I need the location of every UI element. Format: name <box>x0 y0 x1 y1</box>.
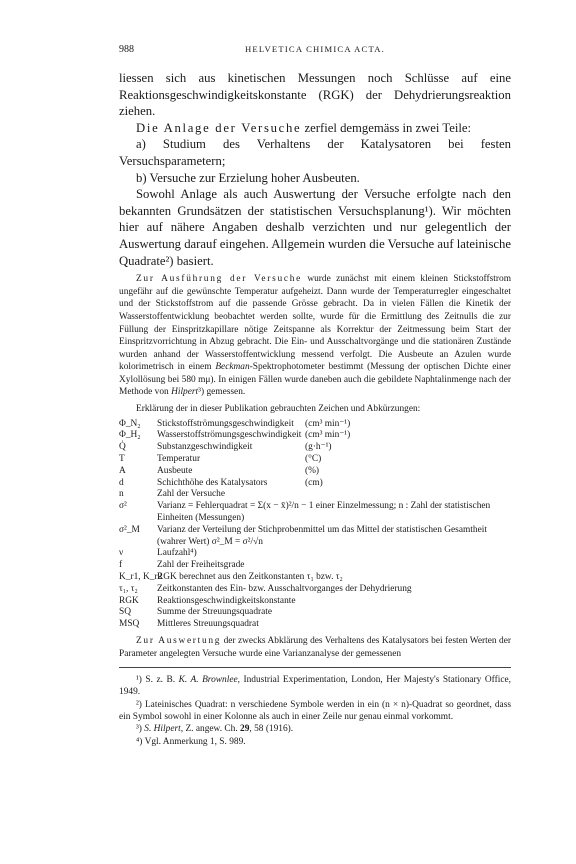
glossary-desc: Temperatur <box>157 454 201 465</box>
glossary-entry <box>157 454 511 466</box>
spaced-heading: Die Anlage der Versuche <box>136 120 302 135</box>
spaced-heading: Zur Ausführung der Versuche <box>136 274 302 285</box>
paragraph-text: -Spektrophotometer bestimmt (Messung der optischen Dichte einer Xylollösung bei 580 mμ). In einigen Fällen wurde daneben auch die gebildete Naphtalinmenge nach der Methode von <box>119 362 512 398</box>
paragraph-text: ³) gemessen. <box>198 387 246 398</box>
glossary-desc: RGK berechnet aus den Zeitkonstanten τ₁ bzw. τ₂ <box>157 572 343 583</box>
glossary-desc: Ausbeute <box>157 465 193 476</box>
glossary-desc: Wasserstoffströmungsgeschwindigkeit <box>157 430 302 441</box>
footnote-author: K. A. Brownlee <box>178 675 238 686</box>
page-number: 988 <box>119 44 134 55</box>
footnote-text: , Industrial Experimentation, London, Her Majesty's Stationary Office, 1949. <box>119 675 511 698</box>
glossary-intro: Erklärung der in dieser Publikation gebrauchten Zeichen und Abkürzungen: <box>136 404 421 415</box>
glossary-unit: (°C) <box>305 454 322 465</box>
glossary-list <box>119 419 511 631</box>
footnote-3 <box>119 723 511 735</box>
paragraph-ausfuehrung <box>119 273 511 399</box>
journal-title: HELVETICA CHIMICA ACTA. <box>245 44 385 54</box>
footnote-author: S. Hilpert <box>144 724 181 735</box>
glossary-desc: Reaktionsgeschwindigkeitskonstante <box>157 595 296 606</box>
italic-name: Beckman <box>215 362 250 373</box>
glossary-unit: (cm³ min⁻¹) <box>305 418 351 429</box>
glossary-symbol: f <box>119 560 123 571</box>
paragraph-auswertung <box>119 635 511 660</box>
glossary-symbol: A <box>119 465 126 476</box>
footnote-marker: ³) <box>136 724 145 735</box>
article-body <box>119 70 511 748</box>
glossary-desc: Summe der Streuungsquadrate <box>157 607 273 618</box>
footnote-volume: 29 <box>240 724 250 735</box>
glossary-symbol: σ² <box>119 501 127 512</box>
paragraph-intro: liessen sich aus kinetischen Messungen noch Schlüsse auf eine Reaktionsgeschwindigkeitskonstante (RGK) der Dehydrierungsreaktion ziehen. <box>119 71 511 119</box>
glossary-symbol: Q̇ <box>119 442 126 453</box>
glossary-unit: (cm) <box>305 477 323 488</box>
footnote-1 <box>119 674 511 699</box>
paragraph-versuchsplanung: Sowohl Anlage als auch Auswertung der Versuche erfolgte nach den bekannten Grundsätzen der statistischen Versuchsplanung¹). Wir möchten hier auf nähere Angaben deshalb verzichten und nur gelegentlich der Auswertung darauf eingehen. Allgemein wurden die Versuche auf lateinische Quadrate²) basiert. <box>119 187 511 268</box>
footnote-divider <box>119 667 511 668</box>
glossary-symbol: Φ_N₂ <box>119 418 141 429</box>
footnote-text: , Z. angew. Ch. <box>180 724 241 735</box>
glossary-entry <box>157 419 511 431</box>
running-header <box>119 44 511 58</box>
glossary-symbol: τ₁, τ₂ <box>119 583 138 594</box>
glossary-desc: Varianz der Verteilung der Stichprobenmittel um das Mittel der statistischen Gesamtheit (wahrer Wert) σ²_M = σ²/√n <box>157 524 487 547</box>
italic-name: Hilpert <box>171 387 199 398</box>
paragraph-text: zerfiel demgemäss in zwei Teile: <box>301 120 472 135</box>
glossary-symbol: K_r1, K_r2 <box>119 572 163 583</box>
glossary-unit: (%) <box>305 465 320 476</box>
glossary-symbol: ν <box>119 548 124 559</box>
paragraph-anlage <box>119 120 511 137</box>
glossary-symbol: n <box>119 489 124 500</box>
paragraph-text: wurde zunächst mit einem kleinen Stickstoffstrom ungefähr auf die gewünschte Temperatur aufgeheizt. Dann wurde der Temperaturregler eingeschaltet und der Stickstoffstrom auf die passende Grösse gebracht. Da in vielen Fällen die Kinetik der Wasserstoffentwicklung beobachtet werden sollte, wurde für die Ermittlung des Zeitnulls die zur Füllung der Einspritzkapillare nötige Zeitspanne als Korrektur der Zeitmessung beim Start der Einspritzvorrichtung in Abzug gebracht. Die Ein- und Ausschaltvorgänge und die stationären Zustände wurden anhand der Wasserstoffentwicklung messend verfolgt. Die Ausbeute an Azulen wurde kolorimetrisch in einem <box>119 274 511 373</box>
glossary-desc: Zahl der Freiheitsgrade <box>157 560 245 571</box>
glossary-desc: Stickstoffströmungsgeschwindigkeit <box>157 418 294 429</box>
glossary-desc: Laufzahl⁴) <box>157 548 197 559</box>
glossary-entry <box>157 478 511 490</box>
spaced-heading: Zur Auswertung <box>136 636 222 646</box>
list-item-a: a) Studium des Verhaltens der Katalysatoren bei festen Versuchsparametern; <box>119 137 511 168</box>
footnote-4: ⁴) Vgl. Anmerkung 1, S. 989. <box>136 736 246 747</box>
glossary-symbol: σ²_M <box>119 524 140 535</box>
footnote-marker: ¹) S. z. B. <box>136 675 179 686</box>
glossary-symbol: SQ <box>119 607 131 618</box>
glossary-desc: Mittleres Streuungsquadrat <box>157 619 259 630</box>
glossary-entry <box>157 466 511 478</box>
glossary-symbol: T <box>119 454 125 465</box>
glossary-symbol: MSQ <box>119 619 140 630</box>
glossary-desc: Zahl der Versuche <box>157 489 226 500</box>
glossary-desc: Zeitkonstanten des Ein- bzw. Ausschaltvorganges der Dehydrierung <box>157 583 412 594</box>
glossary-unit: (g·h⁻¹) <box>305 442 332 453</box>
list-item-b: b) Versuche zur Erzielung hoher Ausbeuten. <box>136 170 360 185</box>
glossary-desc: Substanzgeschwindigkeit <box>157 442 253 453</box>
glossary-symbol: Φ_H₂ <box>119 430 141 441</box>
glossary-entry <box>157 442 511 454</box>
glossary-desc: Schichthöhe des Katalysators <box>157 477 268 488</box>
glossary-symbol: d <box>119 477 124 488</box>
glossary-desc: Varianz = Fehlerquadrat = Σ(x − x̄)²/n − 1 einer Einzelmessung; n : Zahl der statistischen Einheiten (Messungen) <box>157 501 491 524</box>
glossary-unit: (cm³ min⁻¹) <box>305 430 351 441</box>
footnote-text: , 58 (1916). <box>249 724 294 735</box>
paragraph-text: der zwecks Abklärung des Verhaltens des Katalysators bei festen Werten der Parameter angelegten Versuche wurde eine Varianzanalyse der gemessenen <box>119 636 511 659</box>
glossary-entry <box>157 430 511 442</box>
glossary-symbol: RGK <box>119 595 139 606</box>
footnote-2: ²) Lateinisches Quadrat: n verschiedene Symbole werden in ein (n × n)-Quadrat so geordnet, dass ein Symbol sowohl in einer Kolonne als auch in einer Zeile nur genau einmal vorkommt. <box>119 699 511 723</box>
